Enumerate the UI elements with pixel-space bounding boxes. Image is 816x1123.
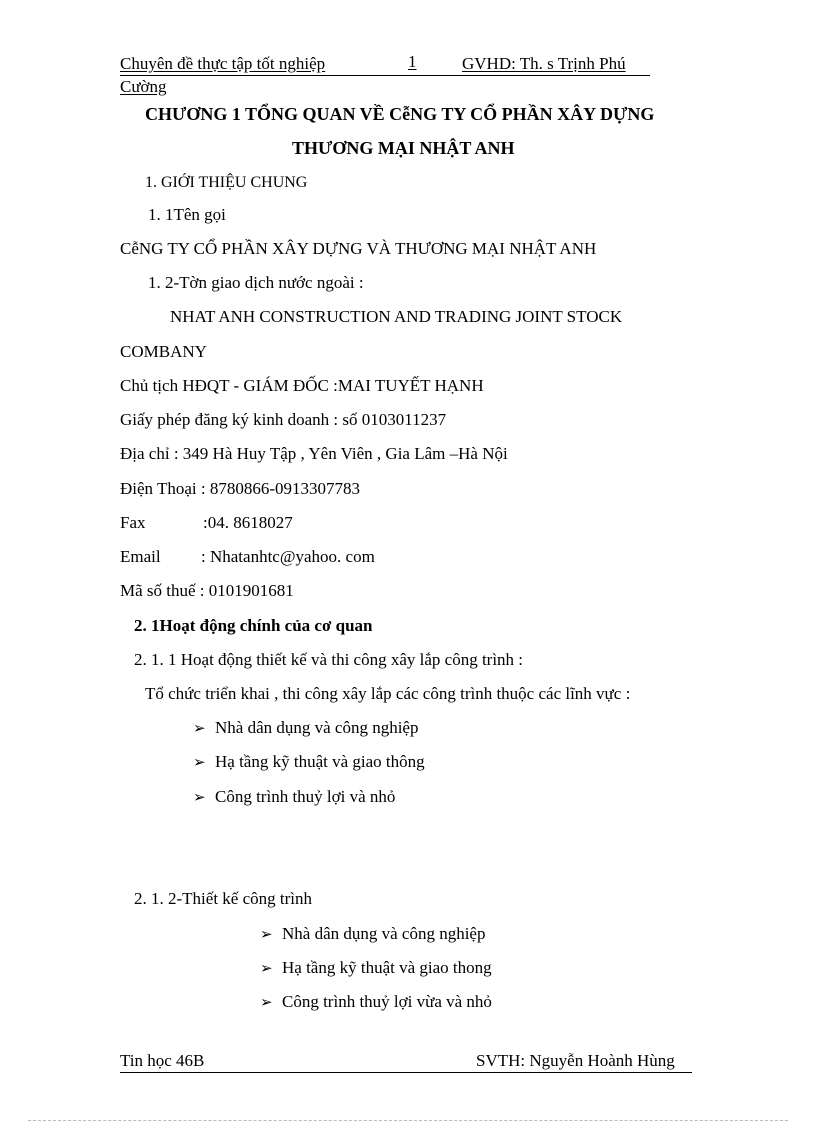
footer-rule [120,1072,692,1073]
chapter-title-line2: THƯƠNG MẠI NHẬT ANH [292,138,515,158]
header-page-number: 1 [408,52,417,71]
arrow-bullet-icon: ➢ [260,960,273,977]
fax-value: :04. 8618027 [203,513,293,532]
fax-label: Fax [120,513,146,532]
list-item-label: Nhà dân dụng và công nghiệp [282,924,486,943]
section-2-1-1: 2. 1. 1 Hoạt động thiết kế và thi công xây lắp công trình : [134,650,524,669]
list-item [260,924,485,944]
arrow-bullet-icon: ➢ [193,789,206,806]
list-item [260,958,492,978]
email-value: : Nhatanhtc@yahoo. com [201,547,375,566]
header-continuation: Cường [120,77,167,96]
arrow-bullet-icon: ➢ [260,926,273,943]
footer-right: SVTH: Nguyễn Hoành Hùng [476,1051,675,1070]
section-2-1-2: 2. 1. 2-Thiết kế công trình [134,889,312,908]
footer-left: Tin học 46B [120,1051,205,1070]
list-item-label: Hạ tầng kỹ thuật và giao thông [215,752,425,771]
chapter-title-line1: CHƯƠNG 1 TỔNG QUAN VỀ CễNG TY CỔ PHẦN XÂY DỰNG [145,104,655,124]
section-1-1: 1. 1Tên gọi [148,205,226,224]
list-item-label: Nhà dân dụng và công nghiệp [215,718,419,737]
list-item-label: Hạ tầng kỹ thuật và giao thong [282,958,492,977]
chairman-line: Chủ tịch HĐQT - GIÁM ĐỐC :MAI TUYẾT HẠNH [120,376,484,395]
arrow-bullet-icon: ➢ [193,754,206,771]
page-bottom-divider [28,1120,788,1121]
section-2-heading: 2. 1Hoạt động chính của cơ quan [134,616,373,635]
license-line: Giấy phép đăng ký kinh doanh : số 0103011237 [120,410,447,429]
list-item [193,718,418,738]
section-2-1-1-description: Tổ chức triển khai , thi công xây lắp các công trình thuộc các lĩnh vực : [145,684,631,703]
list-item [193,752,425,772]
list-item-label: Công trình thuỷ lợi và nhỏ [215,787,396,806]
foreign-name-line2: COMBANY [120,342,207,361]
section-1-2: 1. 2-Tờn giao dịch nước ngoài : [148,273,364,292]
list-item [260,992,492,1012]
header-left: Chuyên đề thực tập tốt nghiệp [120,54,326,73]
arrow-bullet-icon: ➢ [260,994,273,1011]
address-line: Địa chỉ : 349 Hà Huy Tập , Yên Viên , Gia Lâm –Hà Nội [120,444,508,463]
arrow-bullet-icon: ➢ [193,720,206,737]
foreign-name-line1: NHAT ANH CONSTRUCTION AND TRADING JOINT STOCK [170,307,623,326]
list-item [193,787,395,807]
company-name: CễNG TY CỔ PHẦN XÂY DỰNG VÀ THƯƠNG MẠI NHẬT ANH [120,239,597,258]
header-rule [120,75,650,76]
email-label: Email [120,547,161,566]
list-item-label: Công trình thuỷ lợi vừa và nhỏ [282,992,492,1011]
phone-line: Điện Thoại : 8780866-0913307783 [120,479,361,498]
section-1-heading: 1. GIỚI THIỆU CHUNG [145,174,308,191]
tax-line: Mã số thuế : 0101901681 [120,581,294,600]
header-right: GVHD: Th. s Trịnh Phú [462,54,626,73]
